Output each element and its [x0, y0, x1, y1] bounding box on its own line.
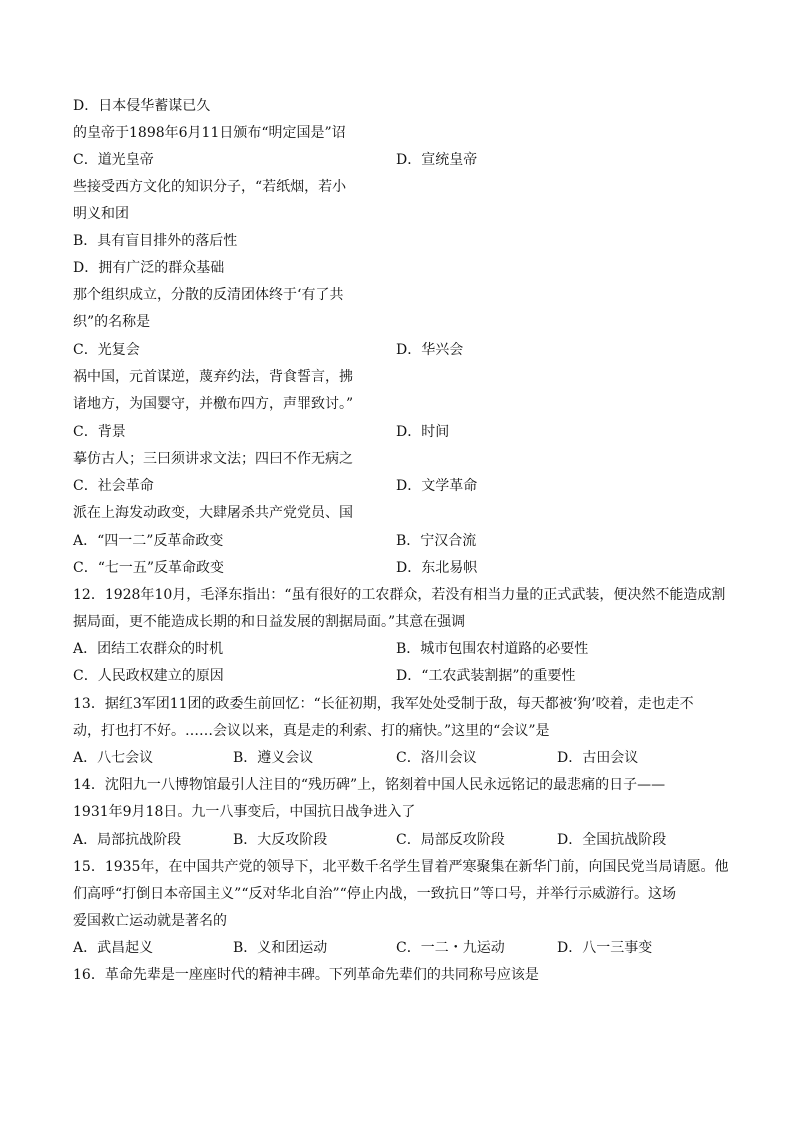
option-d: D．文学革命: [396, 478, 478, 494]
option-d: D．八一三事变: [557, 940, 653, 956]
option-c: C．人民政权建立的原因: [73, 668, 224, 684]
question-stem: 15．1935年，在中国共产党的领导下，北平数千名学生冒着严寒聚集在新华门前，向国民党当局请愿。他: [73, 859, 729, 875]
question-text-fragment: 诸地方，为国婴守，并檄布四方，声罪致讨。”: [73, 396, 354, 412]
option-b: B．宁汉合流: [396, 533, 477, 549]
option-b: B．义和团运动: [233, 940, 328, 956]
option-d: D．宣统皇帝: [396, 152, 478, 168]
option-b: B．遵义会议: [233, 750, 314, 766]
question-text-fragment: 些接受西方文化的知识分子，“若纸烟，若小: [73, 179, 347, 195]
option-a: A．团结工农群众的时机: [73, 641, 224, 657]
option-d: D．“工农武装割据”的重要性: [396, 668, 576, 684]
question-text-fragment: 明义和团: [73, 206, 129, 222]
option-line: D．日本侵华蓄谋已久: [73, 98, 211, 114]
question-text-fragment: 织”的名称是: [73, 314, 151, 330]
option-d: D．拥有广泛的群众基础: [73, 260, 225, 276]
question-text-fragment: 摹仿古人；三曰须讲求文法；四曰不作无病之: [73, 451, 353, 467]
option-b: B．大反攻阶段: [233, 832, 328, 848]
option-d: D．时间: [396, 424, 450, 440]
question-text-fragment: 祸中国，元首谋逆，蔑弃约法，背食誓言，拂: [73, 369, 353, 385]
option-d: D．全国抗战阶段: [557, 832, 667, 848]
option-c: C．社会革命: [73, 478, 154, 494]
option-d: D．东北易帜: [396, 560, 478, 576]
question-stem: 们高呼“打倒日本帝国主义”“反对华北自治”“停止内战，一致抗日”等口号，并举行示威游行。这场: [73, 886, 676, 902]
option-a: A．武昌起义: [73, 940, 154, 956]
option-c: C．“七一五”反革命政变: [73, 560, 225, 576]
question-text-fragment: 派在上海发动政变，大肆屠杀共产党党员、国: [73, 505, 353, 521]
option-a: A．局部抗战阶段: [73, 832, 182, 848]
question-stem: 14．沈阳九一八博物馆最引人注目的“残历碑”上，铭刻着中国人民永远铭记的最悲痛的日子——: [73, 777, 666, 793]
question-stem: 12．1928年10月，毛泽东指出：“虽有很好的工农群众，若没有相当力量的正式武装，便决然不能造成割: [73, 587, 726, 603]
option-c: C．一二・九运动: [396, 940, 505, 956]
option-d: D．华兴会: [396, 342, 464, 358]
option-c: C．背景: [73, 424, 126, 440]
option-c: C．道光皇帝: [73, 152, 154, 168]
question-stem: 13．据红3军团11团的政委生前回忆：“长征初期，我军处处受制于敌，每天都被‘狗’咬着，走也走不: [73, 696, 694, 712]
option-d: D．古田会议: [557, 750, 639, 766]
option-c: C．光复会: [73, 342, 140, 358]
question-stem: 据局面，更不能造成长期的和日益发展的割据局面。”其意在强调: [73, 614, 466, 630]
option-a: A．八七会议: [73, 750, 154, 766]
option-c: C．局部反攻阶段: [396, 832, 505, 848]
question-text-fragment: 的皇帝于1898年6月11日颁布“明定国是”诏: [73, 125, 346, 141]
question-stem: 16．革命先辈是一座座时代的精神丰碑。下列革命先辈们的共同称号应该是: [73, 967, 539, 983]
question-stem: 动，打也打不好。……会议以来，真是走的利索、打的痛快。”这里的“会议”是: [73, 723, 550, 739]
option-b: B．城市包围农村道路的必要性: [396, 641, 589, 657]
option-b: B．具有盲目排外的落后性: [73, 233, 238, 249]
option-c: C．洛川会议: [396, 750, 477, 766]
question-text-fragment: 那个组织成立，分散的反清团体终于‘有了共: [73, 287, 344, 303]
option-a: A．“四一二”反革命政变: [73, 533, 224, 549]
question-stem: 爱国救亡运动就是著名的: [73, 913, 227, 929]
question-stem: 1931年9月18日。九一八事变后，中国抗日战争进入了: [73, 804, 416, 820]
